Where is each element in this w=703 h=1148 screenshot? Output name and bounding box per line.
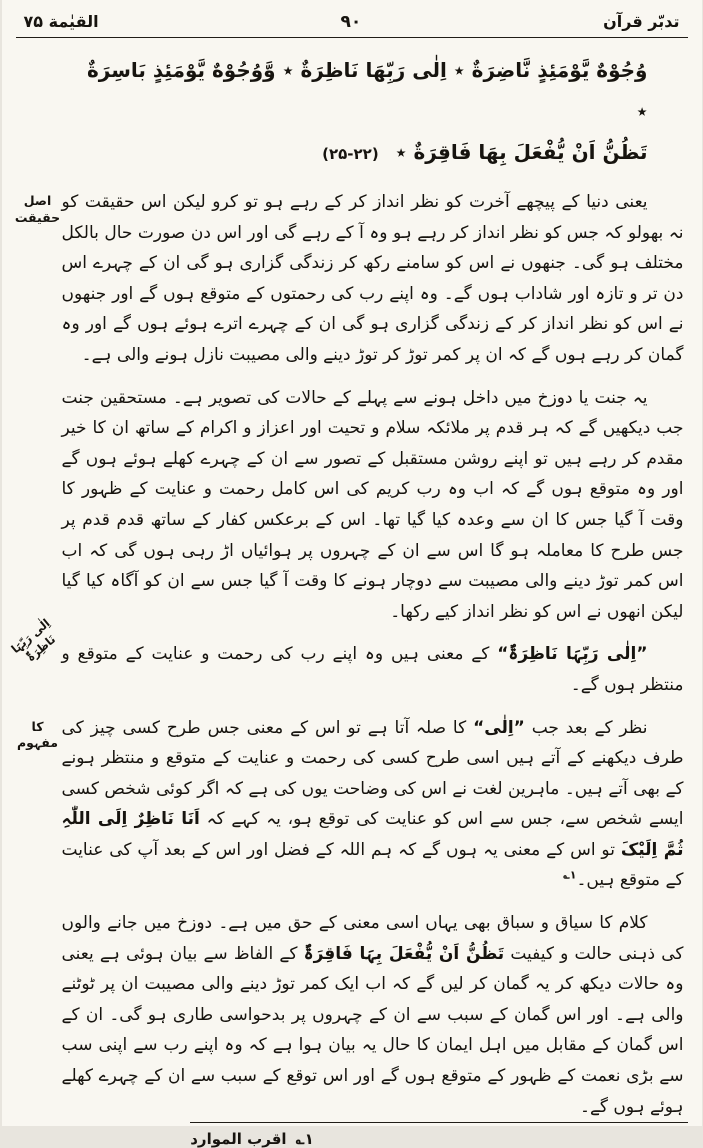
quran-quote: اَنَا نَاظِرٌ اِلَی اللّٰہِ ثُمَّ اِلَیْکَ (61, 809, 684, 860)
body-text: تو اس کے معنی یہ ہوں گے کہ ہم اللہ کے فضل اور اس کے بعد آپ کی عنایت کے متوقع ہیں۔ (61, 839, 684, 891)
margin-note: اصل حقیقت (14, 193, 61, 225)
paragraph (16, 713, 684, 897)
footnote-area (14, 1122, 690, 1148)
paragraph (62, 383, 684, 628)
quran-verses (14, 46, 690, 175)
verse-text: تَظُنُّ اَنْ يُّفْعَلَ بِهَا فَاقِرَةٌ ٭ (395, 140, 648, 164)
footnote (190, 1130, 687, 1148)
quran-quote: تَظُنُّ اَنْ یُّفْعَلَ بِہَا فَاقِرَۃٌ (303, 943, 505, 964)
margin-note: اِلٰی رَبِّہَا نَاظِرَۃٌ (7, 616, 58, 665)
book-title: تدبّر قرآن (603, 12, 680, 31)
header-rule (16, 37, 688, 38)
paragraph (7, 616, 684, 700)
verse-line: وُجُوْهٌ يَّوْمَئِذٍ نَّاضِرَةٌ ٭ اِلٰى رَبِّهَا نَاظِرَةٌ ٭ وَّوُجُوْهٌ يَّوْمَئِذٍ بَاسِرَةٌ ٭ (86, 58, 648, 123)
quran-quote: ”اِلٰی رَبِّہَا نَاظِرَۃٌ“ (497, 644, 648, 665)
footnote-separator (190, 1122, 687, 1123)
body-text: کے معنی ہیں وہ اپنے رب کی رحمت و عنایت کے متوقع و منتظر ہوں گے۔ (61, 644, 684, 695)
body-text: کے الفاظ سے بیان ہوئی ہے یعنی وہ حالات دیکھ کر یہ گمان کر لیں گے کہ اب ایک کمر توڑ دینے والی مصیبت ان پر ٹوٹنے والی ہے۔ اور اس گمان کے سبب سے ان کے چہروں پر بدحواسی طاری ہو گی۔ ان کے اس گمان کے مقابل میں اہل ایمان کا حال یہ بیان ہوا ہے کہ وہ اپنے رب سے اپنی سب سے بڑی نعمت کے ظہور کے متوقع ہوں گے اور اس توقع کے سبب سے ان کے چہرے کھلے ہوئے ہوں گے۔ (61, 943, 684, 1117)
body-text: یہ جنت یا دوزخ میں داخل ہونے سے پہلے کے حالات کی تصویر ہے۔ مستحقین جنت جب دیکھیں گے کہ ہر قدم پر ملائکہ سلام و تحیت اور اعزاز و اکرام کے ساتھ ان کا خیر مقدم کر رہے ہیں تو اپنے روشن مستقبل کے تصور سے ان کے چہرے کھلے ہوئے ہوں گے اور وہ متوقع ہوں گے کہ اب وہ رب کریم کی اس کامل رحمت و عنایت کے ظہور کا وقت آ گیا جس کا ان سے وعدہ کیا گیا تھا۔ اس کے برعکس کفار کے ساتھ قدم قدم پر جس طرح کا معاملہ ہو گا اس سے ان کے چہروں پر ہوائیاں اڑ رہی ہوں گی کہ اب اس کمر توڑ دینے والی مصیبت سے دوچار ہونے کا وقت آ گیا جس سے ان کو آگاہ کیا گیا لیکن انھوں نے اس کو نظر انداز کیے رکھا۔ (61, 387, 684, 622)
page-header (14, 10, 690, 37)
body-text: نظر کے بعد جب (524, 717, 648, 738)
paragraph (62, 908, 684, 1122)
surah-label: القيٰمة ۷۵ (23, 12, 99, 31)
footnote-ref-marker: ۱؎ (563, 868, 577, 882)
footnote-marker: ۱؎ (295, 1130, 314, 1148)
margin-note: کا مفہوم (16, 718, 59, 751)
paragraph (14, 187, 684, 371)
book-page (2, 0, 702, 1148)
body-text: کلام کا سیاق و سباق بھی یہاں اسی معنی کے حق میں ہے۔ دوزخ میں جانے والوں کی ذہنی حالت و کیفیت (61, 913, 684, 964)
body-text: کا صلہ آتا ہے تو اس کے معنی جس طرح کسی چیز کی طرف دیکھنے کے آتے ہیں اسی طرح کسی کی رحمت و عنایت کے متوقع و منتظر ہونے کے بھی آتے ہیں۔ ماہرین لغت نے اس کی وضاحت یوں کی ہے کہ اگر کوئی شخص کسی ایسے شخص سے، جس سے اس کو عنایت کی توقع ہو، یہ کہے کہ (61, 717, 684, 830)
commentary (7, 175, 690, 1122)
verse-reference: (۲۲-۲۵) (322, 145, 379, 163)
body-text: یعنی دنیا کے پیچھے آخرت کو نظر انداز کر کے رہے ہو تو کرو لیکن اس حقیقت کو نہ بھولو کہ جس کو نظر انداز کر رہے ہو وہ آ کے رہے گی اور اس دن صورت حال بالکل مختلف ہو گی۔ جنھوں نے اس کو سامنے رکھ کر زندگی گزاری ہو گی ان کے چہرے اس دن تر و تازہ اور شاداب ہوں گے۔ وہ اپنے رب کی رحمتوں کے متوقع ہوں گے اور جنھوں نے اس کو نظر انداز کر کے زندگی گزاری ہو گی ان کے چہرے اترے ہوئے ہوں گے اور وہ گمان کر رہے ہوں گے کہ ان پر کمر توڑ کر توڑ دینے والی مصیبت نازل ہونے والی ہے۔ (61, 192, 684, 365)
quran-quote: ”اِلٰی“ (473, 717, 525, 738)
footnote-text: اقرب الموارد (190, 1130, 287, 1148)
verse-line (84, 132, 648, 173)
page-number: ۹۰ (340, 12, 362, 32)
